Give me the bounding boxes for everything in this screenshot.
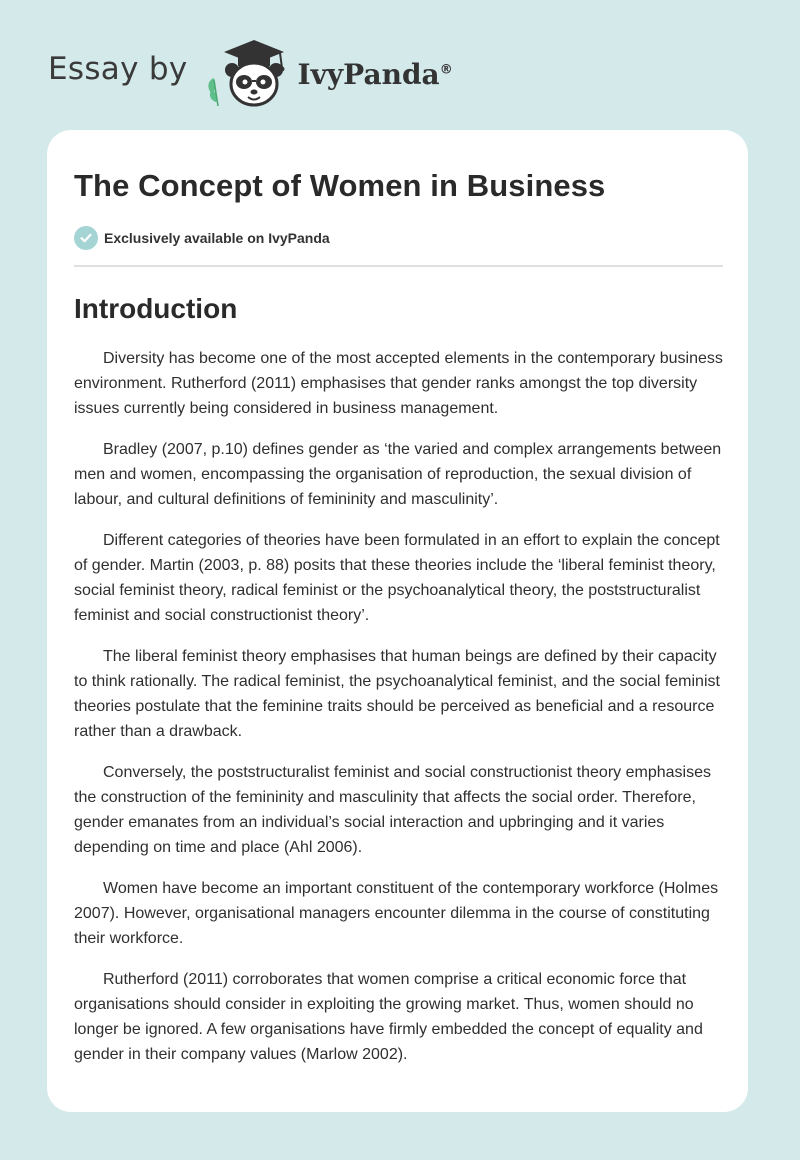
paragraph: Rutherford (2011) corroborates that women comprise a critical economic force that organisations should consider in exploiting the growing market. Thus, women should no longer be ignored. A few organisations have firmly embedded the concept of equality and gender in their company values (Marlow 2002).	[74, 971, 703, 1063]
exclusive-label: Exclusively available on IvyPanda	[104, 230, 330, 246]
paragraph: Different categories of theories have been formulated in an effort to explain the concept of gender. Martin (2003, p. 88) posits that these theories include the ‘liberal feminist theory, social feminist theory, radical feminist or the psychoanalytical theory, the poststructuralist feminist and social constructionist theory’.	[74, 532, 720, 624]
page-title: The Concept of Women in Business	[74, 168, 606, 203]
brand-prefix: Essay by	[48, 51, 188, 87]
check-icon	[74, 226, 98, 250]
paragraph: Conversely, the poststructuralist feminist and social constructionist theory emphasises the construction of the femininity and masculinity that affects the social order. Therefore, gender emanates from an individual’s social interaction and upbringing and it varies depending on time and place (Ahl 2006).	[74, 764, 711, 856]
panda-logo-icon	[202, 36, 294, 108]
section-heading: Introduction	[74, 293, 238, 324]
paragraph: Bradley (2007, p.10) defines gender as ‘the varied and complex arrangements between men and women, encompassing the organisation of reproduction, the sexual division of labour, and cultural definitions of femininity and masculinity’.	[74, 441, 722, 508]
paragraph: Diversity has become one of the most accepted elements in the contemporary business environment. Rutherford (2011) emphasises that gender ranks amongst the top diversity issues currently being considered in business management.	[74, 350, 723, 417]
brand-name: IvyPanda®	[297, 57, 453, 91]
essay-card	[47, 130, 748, 1112]
divider	[74, 265, 723, 267]
brand-header[interactable]	[48, 36, 453, 108]
exclusive-badge	[74, 226, 721, 250]
paragraph: Women have become an important constituent of the contemporary workforce (Holmes 2007). However, organisational managers encounter dilemma in the course of constituting their workforce.	[74, 880, 719, 947]
paragraph: The liberal feminist theory emphasises that human beings are defined by their capacity to think rationally. The radical feminist, the psychoanalytical feminist, and the social feminist theories postulate that the feminine traits should be perceived as beneficial and a resource rather than a drawback.	[74, 648, 720, 740]
